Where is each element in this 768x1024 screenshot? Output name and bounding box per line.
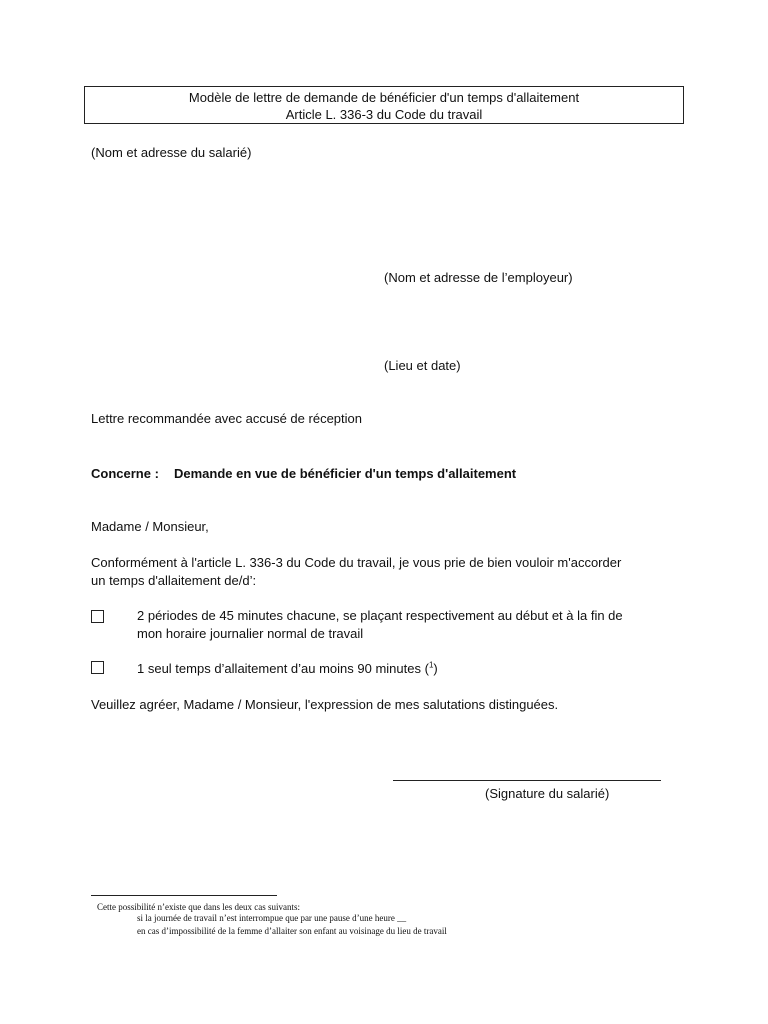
footnote-case-1-text: si la journée de travail n’est interrompue que par une pause d’une heure <box>137 913 395 923</box>
option-2-line: 1 seul temps d’allaitement d’au moins 90 minutes ( <box>137 661 429 676</box>
signature-label: (Signature du salarié) <box>485 786 610 801</box>
footnote-case-1 <box>137 913 406 924</box>
option-1-line-2: mon horaire journalier normal de travail <box>137 626 364 641</box>
footnote-case-2: en cas d’impossibilité de la femme d’allaiter son enfant au voisinage du lieu de travail <box>137 926 447 936</box>
body-line-2: un temps d'allaitement de/d’: <box>91 573 257 588</box>
subject-label: Concerne : <box>91 466 159 481</box>
subject-text: Demande en vue de bénéficier d'un temps d'allaitement <box>174 466 517 481</box>
footnote-separator <box>91 895 277 896</box>
document-title: Modèle de lettre de demande de bénéficier d'un temps d'allaitement <box>188 90 580 105</box>
document-subtitle: Article L. 336-3 du Code du travail <box>285 107 483 122</box>
option-1-line-1: 2 périodes de 45 minutes chacune, se plaçant respectivement au début et à la fin de <box>137 608 623 623</box>
document-title-box <box>84 86 684 124</box>
salutation: Madame / Monsieur, <box>91 519 209 534</box>
footnote-case-1-mark: __ <box>397 913 407 923</box>
option-1-checkbox[interactable] <box>91 610 104 623</box>
place-date-placeholder: (Lieu et date) <box>384 358 461 373</box>
body-line-1: Conformément à l'article L. 336-3 du Code du travail, je vous prie de bien vouloir m'accorder <box>91 555 622 570</box>
option-2-line-end: ) <box>433 661 438 676</box>
option-2-checkbox[interactable] <box>91 661 104 674</box>
signature-line <box>393 780 661 781</box>
employer-address-placeholder: (Nom et adresse de l’employeur) <box>384 270 573 285</box>
employee-address-placeholder: (Nom et adresse du salarié) <box>91 145 252 160</box>
footnote-intro: Cette possibilité n’existe que dans les deux cas suivants: <box>97 902 300 912</box>
footnote-reference: 1 <box>428 660 434 670</box>
option-2-text <box>137 661 438 676</box>
registered-mail-note: Lettre recommandée avec accusé de réception <box>91 411 362 426</box>
closing-formula: Veuillez agréer, Madame / Monsieur, l'expression de mes salutations distinguées. <box>91 697 559 712</box>
